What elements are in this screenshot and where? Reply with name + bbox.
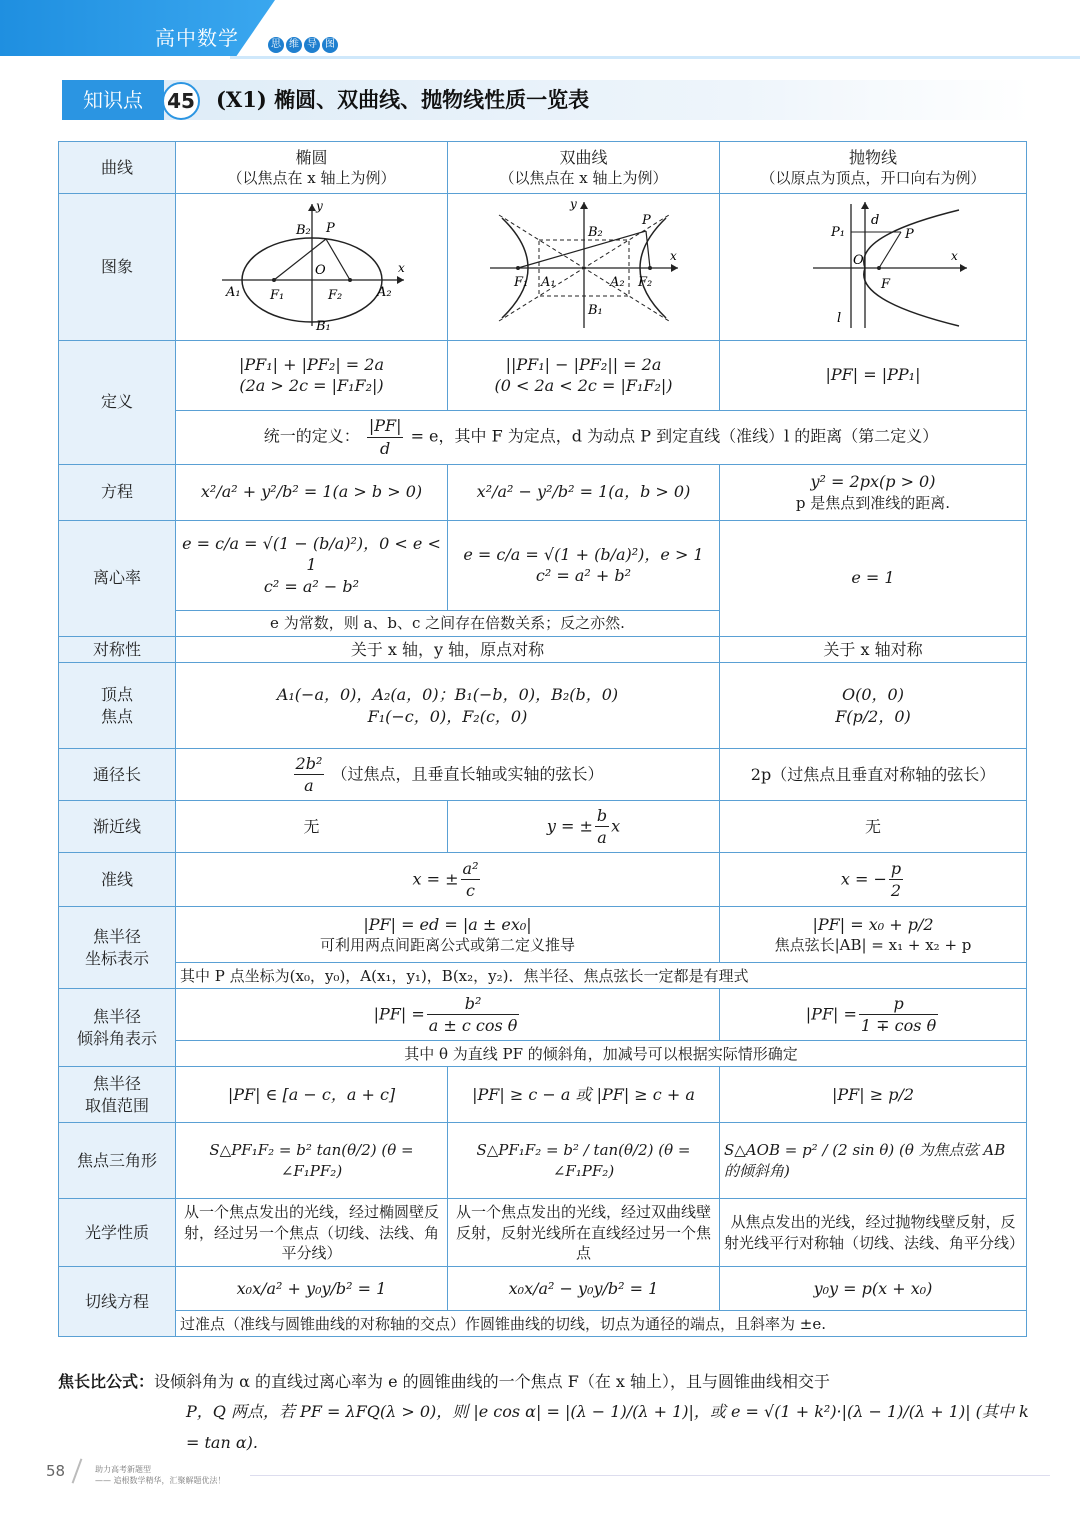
tangent-parabola: y₀y = p(x + x₀) bbox=[720, 1267, 1027, 1311]
focal-coord-label bbox=[59, 907, 176, 989]
tangent-ellipse: x₀x/a² + y₀y/b² = 1 bbox=[176, 1267, 448, 1311]
definition-hyperbola-condition: (0 < 2a < 2c = |F₁F₂|) bbox=[494, 376, 673, 396]
focal-triangle-parabola: S△AOB = p² / (2 sin θ) (θ 为焦点弦 AB 的倾斜角) bbox=[720, 1123, 1027, 1199]
parabola-focus: F(p/2，0) bbox=[835, 706, 911, 726]
graph-row bbox=[59, 194, 1027, 341]
focal-range-label bbox=[59, 1067, 176, 1123]
ellipse-label: B₂ bbox=[295, 223, 311, 238]
ellipse-label: B₁ bbox=[315, 319, 331, 332]
head-hyperbola-title: 双曲线 bbox=[559, 147, 608, 167]
directrix-row bbox=[59, 853, 1027, 907]
ellipse-label: A₁ bbox=[225, 285, 241, 300]
directrix-prefix: x = − bbox=[840, 869, 887, 889]
focal-range-label-line: 取值范围 bbox=[84, 1095, 149, 1115]
asymptote-parabola: 无 bbox=[720, 801, 1027, 853]
asymptote-hyperbola bbox=[448, 801, 720, 853]
definition-row bbox=[59, 340, 1027, 410]
focal-triangle-row bbox=[59, 1123, 1027, 1199]
focal-chord-length: 焦点弦长|AB| = x₁ + x₂ + p bbox=[774, 936, 972, 955]
asymptote-ellipse: 无 bbox=[176, 801, 448, 853]
directrix-conic bbox=[176, 853, 720, 907]
fraction-numerator: p bbox=[859, 993, 938, 1016]
ellipse-label: A₂ bbox=[376, 285, 392, 300]
eccentricity-note: e 为常数，则 a、b、c 之间存在倍数关系；反之亦然. bbox=[176, 610, 720, 636]
focal-coord-note: 其中 P 点坐标为(x₀，y₀)，A(x₁，y₁)，B(x₂，y₂)．焦半径、焦点弦长一定都是有理式 bbox=[176, 963, 1027, 989]
fraction-denominator: 2 bbox=[890, 881, 902, 901]
symmetry-conic: 关于 x 轴，y 轴，原点对称 bbox=[176, 636, 720, 663]
hyperbola-graph-cell bbox=[448, 194, 720, 341]
parabola-graph bbox=[773, 196, 973, 332]
parabola-label: O bbox=[853, 253, 864, 268]
focal-coord-row bbox=[59, 907, 1027, 963]
focal-coord-label-line: 焦半径 bbox=[92, 927, 141, 947]
focal-range-ellipse: |PF| ∈ [a − c，a + c] bbox=[176, 1067, 448, 1123]
definition-ellipse bbox=[176, 340, 448, 410]
parabola-label: l bbox=[837, 311, 842, 326]
asymptote-prefix: y = ± bbox=[546, 816, 593, 836]
latus-row bbox=[59, 749, 1027, 801]
eccentricity-ellipse bbox=[176, 520, 448, 610]
vertex-focus-parabola bbox=[720, 663, 1027, 749]
graph-row-label: 图象 bbox=[59, 194, 176, 341]
fraction-denominator: 1 ∓ cos θ bbox=[860, 1016, 937, 1036]
latus-parabola: 2p（过焦点且垂直对称轴的弦长） bbox=[720, 749, 1027, 801]
knowledge-point-label: 知识点 bbox=[62, 80, 164, 120]
hyperbola-label: B₁ bbox=[587, 303, 603, 318]
focus-coordinates: F₁(−c，0)，F₂(c，0) bbox=[367, 706, 528, 726]
directrix-parabola bbox=[720, 853, 1027, 907]
eccentricity-hyperbola bbox=[448, 520, 720, 610]
focal-triangle-hyperbola: S△PF₁F₂ = b² / tan(θ/2) (θ = ∠F₁PF₂) bbox=[448, 1123, 720, 1199]
focal-range-hyperbola: |PF| ≥ c − a 或 |PF| ≥ c + a bbox=[448, 1067, 720, 1123]
equation-row bbox=[59, 464, 1027, 520]
directrix-fraction bbox=[461, 858, 481, 902]
parabola-label: x bbox=[951, 249, 958, 263]
focal-angle-conic bbox=[176, 989, 720, 1041]
definition-ellipse-condition: (2a > 2c = |F₁F₂|) bbox=[239, 376, 384, 396]
head-ellipse-note: （以焦点在 x 轴上为例） bbox=[227, 169, 396, 188]
mindmap-tag bbox=[268, 37, 338, 53]
tangent-note-row bbox=[59, 1311, 1027, 1337]
optical-ellipse: 从一个焦点发出的光线，经过椭圆壁反射，经过另一个焦点（切线、法线、角平分线） bbox=[176, 1199, 448, 1267]
tangent-hyperbola: x₀x/a² − y₀y/b² = 1 bbox=[448, 1267, 720, 1311]
fraction-denominator: c bbox=[466, 881, 475, 901]
unified-definition-row bbox=[59, 410, 1027, 464]
focal-ratio-line-2: P，Q 两点，若 PF = λFQ(λ > 0)，则 |e cos α| = |(λ − 1)/(λ + 1)|，或 e = √(1 + k²)·|(λ − 1)/(λ + 1)| (其中 k = tan α). bbox=[186, 1402, 1029, 1452]
focal-coord-label-line: 坐标表示 bbox=[84, 948, 149, 968]
symmetry-row bbox=[59, 636, 1027, 663]
head-hyperbola bbox=[448, 142, 720, 194]
equation-parabola-formula: y² = 2px(p > 0) bbox=[810, 472, 936, 492]
parabola-label: P bbox=[905, 227, 914, 242]
focal-angle-prefix: |PF| = bbox=[373, 1004, 425, 1024]
hyperbola-label: P bbox=[641, 213, 651, 228]
focal-coord-conic bbox=[176, 907, 720, 963]
unified-definition bbox=[176, 410, 1027, 464]
vertex-focus-row bbox=[59, 663, 1027, 749]
directrix-label: 准线 bbox=[59, 853, 176, 907]
definition-parabola: |PF| = |PP₁| bbox=[720, 340, 1027, 410]
parabola-graph-cell bbox=[720, 194, 1027, 341]
fraction-denominator: d bbox=[380, 438, 391, 458]
focal-angle-note: 其中 θ 为直线 PF 的倾斜角，加减号可以根据实际情形确定 bbox=[176, 1041, 1027, 1067]
focal-ratio-line-1 bbox=[58, 1367, 1033, 1397]
vertex-focus-conic bbox=[176, 663, 720, 749]
tag-char: 维 bbox=[286, 37, 302, 53]
fraction-numerator: p bbox=[889, 858, 903, 881]
tangent-label: 切线方程 bbox=[59, 1267, 176, 1337]
fraction-numerator: b² bbox=[427, 993, 520, 1016]
definition-label: 定义 bbox=[59, 340, 176, 464]
vertex-coordinates: A₁(−a，0)，A₂(a，0)；B₁(−b，0)，B₂(b，0) bbox=[276, 685, 619, 705]
focal-angle-row bbox=[59, 989, 1027, 1041]
symmetry-label: 对称性 bbox=[59, 636, 176, 663]
equation-label: 方程 bbox=[59, 464, 176, 520]
optical-label: 光学性质 bbox=[59, 1199, 176, 1267]
focal-angle-label-line: 倾斜角表示 bbox=[76, 1028, 157, 1048]
optical-parabola: 从焦点发出的光线，经过抛物线壁反射，反射光线平行对称轴（切线、法线、角平分线） bbox=[720, 1199, 1027, 1267]
equation-parabola bbox=[720, 464, 1027, 520]
fraction-numerator: |PF| bbox=[367, 415, 404, 438]
asymptote-row bbox=[59, 801, 1027, 853]
fraction-numerator: b bbox=[595, 805, 609, 828]
hyperbola-label: F₁ bbox=[513, 275, 528, 290]
eccentricity-ellipse-formula: e = c/a = √(1 − (b/a)²)，0 < e < 1 bbox=[182, 533, 441, 575]
ellipse-label: O bbox=[314, 263, 326, 278]
focal-coord-parabola bbox=[720, 907, 1027, 963]
focal-range-parabola: |PF| ≥ p/2 bbox=[720, 1067, 1027, 1123]
focal-coord-parabola-formula: |PF| = x₀ + p/2 bbox=[812, 914, 934, 934]
fraction-numerator: 2b² bbox=[294, 753, 325, 776]
focal-ratio-note bbox=[58, 1367, 1033, 1458]
focal-range-row bbox=[59, 1067, 1027, 1123]
latus-conic-note: （过焦点，且垂直长轴或实轴的弦长） bbox=[331, 764, 604, 784]
hyperbola-graph bbox=[484, 196, 684, 332]
vertex-focus-label bbox=[59, 663, 176, 749]
eccentricity-hyperbola-relation: c² = a² + b² bbox=[535, 566, 632, 586]
footer-slogan-line: —— 追根数学精华，汇聚解题优法！ bbox=[95, 1476, 226, 1485]
footer-slogan-line: 助力高考新题型 bbox=[95, 1465, 151, 1474]
focal-angle-fraction bbox=[859, 993, 938, 1037]
fraction-denominator: a ± c cos θ bbox=[428, 1016, 518, 1036]
equation-parabola-note: p 是焦点到准线的距离. bbox=[795, 493, 951, 512]
eccentricity-hyperbola-formula: e = c/a = √(1 + (b/a)²)，e > 1 bbox=[463, 544, 704, 564]
focal-angle-label bbox=[59, 989, 176, 1067]
eccentricity-parabola: e = 1 bbox=[720, 520, 1027, 636]
hyperbola-label: y bbox=[569, 197, 577, 211]
focal-angle-label-line: 焦半径 bbox=[92, 1007, 141, 1027]
hyperbola-label: A₁ bbox=[540, 275, 556, 290]
definition-ellipse-line: |PF₁| + |PF₂| = 2a bbox=[239, 354, 384, 374]
focal-angle-parabola bbox=[720, 989, 1027, 1041]
parabola-vertex: O(0，0) bbox=[842, 685, 904, 705]
focal-ratio-key: 焦长比公式： bbox=[58, 1372, 155, 1391]
focal-angle-fraction bbox=[427, 993, 520, 1037]
focal-coord-note-row bbox=[59, 963, 1027, 989]
parabola-label: F bbox=[881, 277, 891, 292]
tangent-row bbox=[59, 1267, 1027, 1311]
ellipse-label: x bbox=[397, 261, 405, 275]
ellipse-graph bbox=[212, 196, 412, 332]
vertex-label: 顶点 bbox=[100, 685, 133, 705]
tag-char: 思 bbox=[268, 37, 284, 53]
eccentricity-label: 离心率 bbox=[59, 520, 176, 636]
directrix-fraction bbox=[889, 858, 903, 902]
head-parabola-title: 抛物线 bbox=[848, 147, 897, 167]
latus-label: 通径长 bbox=[59, 749, 176, 801]
hyperbola-label: x bbox=[669, 249, 677, 263]
knowledge-point-number: 45 bbox=[162, 82, 200, 120]
header-rule bbox=[230, 56, 1080, 59]
focal-range-label-line: 焦半径 bbox=[92, 1074, 141, 1094]
eccentricity-ellipse-relation: c² = a² − b² bbox=[263, 576, 360, 596]
fraction-numerator: a² bbox=[461, 858, 481, 881]
asymptote-label: 渐近线 bbox=[59, 801, 176, 853]
directrix-prefix: x = ± bbox=[412, 869, 459, 889]
ellipse-label: P bbox=[325, 221, 335, 236]
focal-angle-prefix: |PF| = bbox=[805, 1004, 857, 1024]
page-slash-divider bbox=[72, 1458, 83, 1483]
table-head-row bbox=[59, 142, 1027, 194]
conic-properties-table bbox=[58, 141, 1027, 1337]
definition-hyperbola-line: ||PF₁| − |PF₂|| = 2a bbox=[505, 354, 662, 374]
definition-hyperbola bbox=[448, 340, 720, 410]
latus-conic bbox=[176, 749, 720, 801]
equation-hyperbola: x²/a² − y²/b² = 1(a，b > 0) bbox=[448, 464, 720, 520]
head-hyperbola-note: （以焦点在 x 轴上为例） bbox=[499, 169, 668, 188]
ellipse-label: F₂ bbox=[327, 288, 342, 303]
parabola-label: P₁ bbox=[831, 225, 845, 240]
fraction-denominator: a bbox=[597, 828, 607, 848]
head-parabola-note: （以原点为顶点，开口向右为例） bbox=[760, 169, 986, 188]
unified-definition-suffix: = e，其中 F 为定点，d 为动点 P 到定直线（准线）l 的距离（第二定义） bbox=[410, 426, 939, 446]
hyperbola-label: F₂ bbox=[637, 275, 652, 290]
focal-angle-note-row bbox=[59, 1041, 1027, 1067]
focus-label: 焦点 bbox=[100, 706, 133, 726]
hyperbola-label: B₂ bbox=[587, 225, 603, 240]
head-parabola bbox=[720, 142, 1027, 194]
latus-fraction bbox=[294, 753, 325, 797]
optical-hyperbola: 从一个焦点发出的光线，经过双曲线壁反射，反射光线所在直线经过另一个焦点 bbox=[448, 1199, 720, 1267]
ellipse-graph-cell bbox=[176, 194, 448, 341]
subject-title: 高中数学 bbox=[155, 26, 239, 50]
parabola-label: d bbox=[871, 213, 880, 228]
tag-char: 图 bbox=[322, 37, 338, 53]
focal-triangle-ellipse: S△PF₁F₂ = b² tan(θ/2) (θ = ∠F₁PF₂) bbox=[176, 1123, 448, 1199]
page-header bbox=[0, 0, 1080, 58]
footer-rule bbox=[250, 1475, 1050, 1476]
focal-triangle-label: 焦点三角形 bbox=[59, 1123, 176, 1199]
tangent-note: 过准点（准线与圆锥曲线的对称轴的交点）作圆锥曲线的切线，切点为通径的端点，且斜率为 ±e. bbox=[176, 1311, 1027, 1337]
fraction-denominator: a bbox=[304, 776, 314, 796]
optical-row bbox=[59, 1199, 1027, 1267]
symmetry-parabola: 关于 x 轴对称 bbox=[720, 636, 1027, 663]
focal-coord-conic-formula: |PF| = ed = |a ± ex₀| bbox=[363, 914, 532, 934]
unified-definition-fraction bbox=[367, 415, 404, 459]
page-title: (X1) 椭圆、双曲线、抛物线性质一览表 bbox=[216, 87, 590, 112]
head-curve: 曲线 bbox=[59, 142, 176, 194]
equation-ellipse: x²/a² + y²/b² = 1(a > b > 0) bbox=[176, 464, 448, 520]
page-number: 58 bbox=[46, 1462, 66, 1480]
focal-ratio-text-1: 设倾斜角为 α 的直线过离心率为 e 的圆锥曲线的一个焦点 F（在 x 轴上），且与圆锥曲线相交于 bbox=[154, 1372, 831, 1391]
asymptote-fraction bbox=[595, 805, 609, 849]
unified-definition-prefix: 统一的定义： bbox=[263, 426, 360, 446]
ellipse-label: F₁ bbox=[269, 288, 284, 303]
head-ellipse bbox=[176, 142, 448, 194]
hyperbola-label: A₂ bbox=[609, 275, 625, 290]
footer-slogan bbox=[95, 1464, 226, 1486]
focal-coord-conic-note: 可利用两点间距离公式或第二定义推导 bbox=[319, 936, 575, 955]
ellipse-label: y bbox=[315, 199, 323, 213]
asymptote-suffix: x bbox=[611, 816, 621, 836]
eccentricity-row bbox=[59, 520, 1027, 610]
tag-char: 导 bbox=[304, 37, 320, 53]
head-ellipse-title: 椭圆 bbox=[295, 147, 328, 167]
